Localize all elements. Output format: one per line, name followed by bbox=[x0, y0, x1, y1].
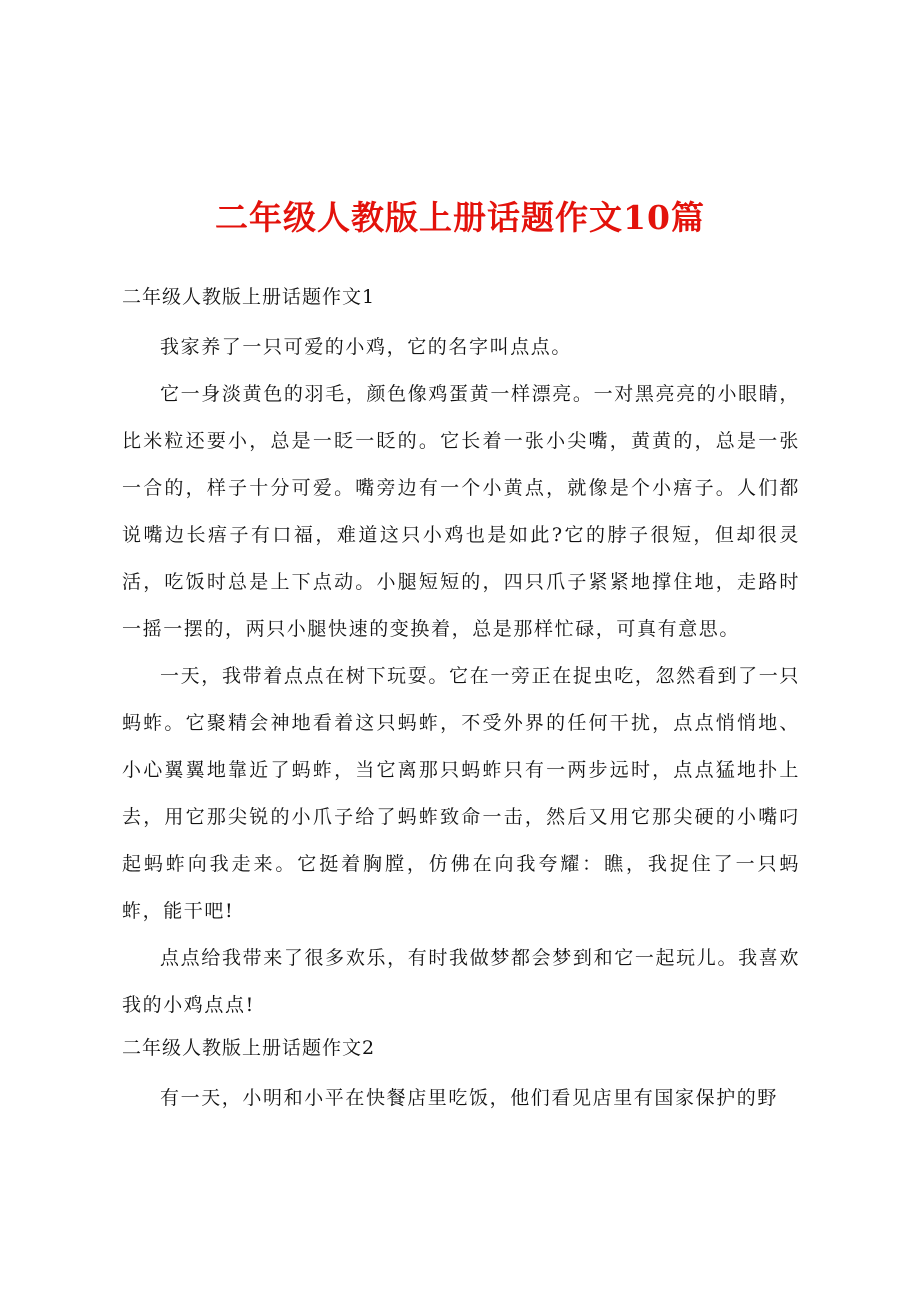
paragraph: 它一身淡黄色的羽毛，颜色像鸡蛋黄一样漂亮。一对黑亮亮的小眼睛，比米粒还要小，总是一眨一眨的。它长着一张小尖嘴，黄黄的，总是一张一合的，样子十分可爱。嘴旁边有一个小黄点，就像是个小痦子。人们都说嘴边长痦子有口福，难道这只小鸡也是如此?它的脖子很短，但却很灵活，吃饭时总是上下点动。小腿短短的，四只爪子紧紧地撑住地，走路时一摇一摆的，两只小腿快速的变换着，总是那样忙碌，可真有意思。 bbox=[122, 383, 800, 640]
essay-section-1 bbox=[122, 278, 800, 1029]
section-heading: 二年级人教版上册话题作文1 bbox=[122, 286, 376, 308]
document-title: 二年级人教版上册话题作文10篇 bbox=[215, 198, 705, 237]
paragraph: 我家养了一只可爱的小鸡，它的名字叫点点。 bbox=[160, 336, 573, 358]
section-heading: 二年级人教版上册话题作文2 bbox=[122, 1037, 376, 1059]
paragraph: 有一天，小明和小平在快餐店里吃饭，他们看见店里有国家保护的野 bbox=[160, 1087, 779, 1109]
essay-section-2 bbox=[122, 1029, 800, 1122]
paragraph: 一天，我带着点点在树下玩耍。它在一旁正在捉虫吃，忽然看到了一只蚂蚱。它聚精会神地看着这只蚂蚱，不受外界的任何干扰，点点悄悄地、小心翼翼地靠近了蚂蚱，当它离那只蚂蚱只有一两步远时，点点猛地扑上去，用它那尖锐的小爪子给了蚂蚱致命一击，然后又用它那尖硬的小嘴叼起蚂蚱向我走来。它挺着胸膛，仿佛在向我夸耀：瞧，我捉住了一只蚂蚱，能干吧! bbox=[122, 665, 800, 922]
paragraph: 点点给我带来了很多欢乐，有时我做梦都会梦到和它一起玩儿。我喜欢我的小鸡点点! bbox=[122, 947, 800, 1016]
document-body bbox=[122, 278, 800, 1122]
